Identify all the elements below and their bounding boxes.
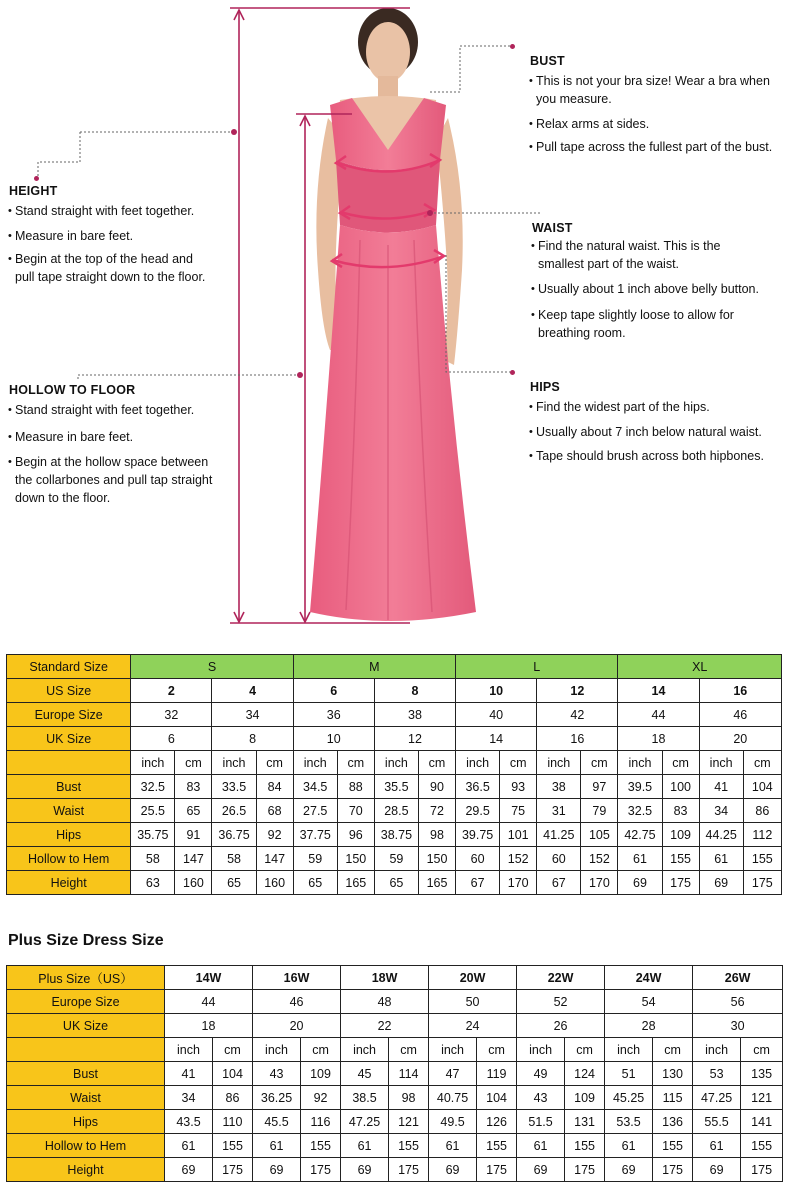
table-cell: inch (537, 751, 581, 775)
table-cell: cm (301, 1038, 341, 1062)
table-cell: 114 (389, 1062, 429, 1086)
table-cell: 4 (212, 679, 293, 703)
table-cell: 49 (517, 1062, 565, 1086)
table-cell: 155 (565, 1134, 605, 1158)
table-cell: 69 (618, 871, 662, 895)
table-cell: 84 (256, 775, 293, 799)
table-cell: inch (605, 1038, 653, 1062)
table-cell: 45.25 (605, 1086, 653, 1110)
table-cell: 32.5 (131, 775, 175, 799)
table-cell: 68 (256, 799, 293, 823)
table-cell: 58 (212, 847, 256, 871)
table-cell: 116 (301, 1110, 341, 1134)
size-group-xl: XL (618, 655, 782, 679)
table-cell: 18 (165, 1014, 253, 1038)
table-cell: 47.25 (693, 1086, 741, 1110)
table-cell: 52 (517, 990, 605, 1014)
table-cell: 69 (429, 1158, 477, 1182)
bust-dot (510, 44, 515, 49)
hips-bullet-2: • Usually about 7 inch below natural waist. (536, 423, 762, 441)
table-cell: 72 (418, 799, 455, 823)
table-cell: cm (653, 1038, 693, 1062)
table-cell: 69 (517, 1158, 565, 1182)
table-cell: 88 (337, 775, 374, 799)
table-cell: 31 (537, 799, 581, 823)
table-row (7, 727, 782, 751)
table-cell: 50 (429, 990, 517, 1014)
table-cell: 61 (699, 847, 743, 871)
table-cell: 51.5 (517, 1110, 565, 1134)
table-row (7, 703, 782, 727)
plus-size-label: Plus Size（US） (7, 966, 165, 990)
table-cell: 16 (699, 679, 781, 703)
table-cell: 160 (256, 871, 293, 895)
table-row (7, 775, 782, 799)
row-label-height: Height (7, 871, 131, 895)
table-cell: 61 (618, 847, 662, 871)
table-cell: 40 (456, 703, 537, 727)
table-cell: 175 (653, 1158, 693, 1182)
table-cell: 20 (699, 727, 781, 751)
table-cell: 175 (565, 1158, 605, 1182)
waist-bullet-1: • Find the natural waist. This is the smallest part of the waist. (538, 237, 721, 273)
table-cell: inch (131, 751, 175, 775)
row-label-us-size: US Size (7, 679, 131, 703)
table-row (7, 1086, 783, 1110)
table-cell: 61 (253, 1134, 301, 1158)
table-cell: 24 (429, 1014, 517, 1038)
table-cell: inch (374, 751, 418, 775)
table-cell: 91 (175, 823, 212, 847)
row-label-unit (7, 751, 131, 775)
table-cell: cm (418, 751, 455, 775)
table-cell: 38.5 (341, 1086, 389, 1110)
table-cell: 100 (662, 775, 699, 799)
table-cell: 35.5 (374, 775, 418, 799)
table-cell: 150 (337, 847, 374, 871)
table-cell: 135 (741, 1062, 783, 1086)
table-cell: 18 (618, 727, 699, 751)
table-cell: 36.75 (212, 823, 256, 847)
table-cell: 26.5 (212, 799, 256, 823)
table-cell: 44.25 (699, 823, 743, 847)
row-label-hips: Hips (7, 1110, 165, 1134)
table-cell: 165 (418, 871, 455, 895)
height-bullet-3: • Begin at the top of the head and pull tape straight down to the floor. (15, 250, 205, 286)
hips-bullet-3: • Tape should brush across both hipbones. (536, 447, 764, 465)
row-label-unit (7, 1038, 165, 1062)
table-cell: 35.75 (131, 823, 175, 847)
standard-size-label: Standard Size (7, 655, 131, 679)
row-label-hollow-to-hem: Hollow to Hem (7, 1134, 165, 1158)
bust-bullet-3: • Pull tape across the fullest part of the bust. (536, 138, 772, 156)
table-cell: 56 (693, 990, 783, 1014)
table-cell: 34.5 (293, 775, 337, 799)
table-cell: 98 (389, 1086, 429, 1110)
size-group-l: L (456, 655, 618, 679)
waist-heading: WAIST (532, 221, 573, 235)
table-header-row (7, 655, 782, 679)
table-cell: 170 (581, 871, 618, 895)
table-cell: 83 (175, 775, 212, 799)
table-cell: 69 (253, 1158, 301, 1182)
table-row (7, 1134, 783, 1158)
table-cell: 53.5 (605, 1110, 653, 1134)
table-cell: 33.5 (212, 775, 256, 799)
table-cell: 69 (699, 871, 743, 895)
table-cell: 75 (500, 799, 537, 823)
row-label-europe-size: Europe Size (7, 990, 165, 1014)
plus-size-22w: 22W (517, 966, 605, 990)
table-cell: 46 (699, 703, 781, 727)
table-cell: inch (253, 1038, 301, 1062)
table-cell: 14 (618, 679, 699, 703)
height-bullet-1: • Stand straight with feet together. (15, 202, 194, 220)
hollow-bullet-3: • Begin at the hollow space between the collarbones and pull tap straight down to the floor. (15, 453, 212, 507)
table-cell: inch (341, 1038, 389, 1062)
table-cell: 32 (131, 703, 212, 727)
row-label-uk-size: UK Size (7, 727, 131, 751)
table-cell: 101 (500, 823, 537, 847)
table-cell: 104 (213, 1062, 253, 1086)
table-cell: cm (581, 751, 618, 775)
table-cell: 109 (662, 823, 699, 847)
height-dot (34, 176, 39, 181)
row-label-waist: Waist (7, 1086, 165, 1110)
table-cell: 46 (253, 990, 341, 1014)
table-cell: 22 (341, 1014, 429, 1038)
table-cell: 126 (477, 1110, 517, 1134)
table-row (7, 847, 782, 871)
plus-size-table (6, 965, 783, 1182)
hollow-bullet-2: • Measure in bare feet. (15, 428, 133, 446)
table-cell: 34 (699, 799, 743, 823)
table-cell: 36 (293, 703, 374, 727)
table-cell: 69 (341, 1158, 389, 1182)
table-cell: 60 (456, 847, 500, 871)
table-cell: cm (213, 1038, 253, 1062)
table-cell: 175 (213, 1158, 253, 1182)
table-cell: 79 (581, 799, 618, 823)
table-cell: 155 (653, 1134, 693, 1158)
table-cell: 10 (293, 727, 374, 751)
plus-size-16w: 16W (253, 966, 341, 990)
model-figure (310, 8, 476, 621)
table-cell: 44 (165, 990, 253, 1014)
bust-heading: BUST (530, 54, 565, 68)
hollow-heading: HOLLOW TO FLOOR (9, 383, 136, 397)
table-cell: 105 (581, 823, 618, 847)
table-cell: 141 (741, 1110, 783, 1134)
table-cell: 12 (374, 727, 455, 751)
row-label-bust: Bust (7, 1062, 165, 1086)
table-cell: cm (741, 1038, 783, 1062)
table-cell: 92 (256, 823, 293, 847)
table-cell: cm (175, 751, 212, 775)
table-row (7, 679, 782, 703)
hollow-bullet-1: • Stand straight with feet together. (15, 401, 194, 419)
table-cell: 65 (374, 871, 418, 895)
table-cell: 8 (374, 679, 455, 703)
table-cell: 41 (699, 775, 743, 799)
table-cell: 165 (337, 871, 374, 895)
table-row (7, 990, 783, 1014)
table-cell: 130 (653, 1062, 693, 1086)
table-cell: 61 (605, 1134, 653, 1158)
table-cell: 155 (741, 1134, 783, 1158)
table-cell: 61 (517, 1134, 565, 1158)
table-cell: cm (256, 751, 293, 775)
table-cell: 49.5 (429, 1110, 477, 1134)
table-cell: inch (456, 751, 500, 775)
table-cell: 119 (477, 1062, 517, 1086)
standard-size-table (6, 654, 782, 895)
table-cell: 14 (456, 727, 537, 751)
table-cell: 155 (477, 1134, 517, 1158)
table-row (7, 1038, 783, 1062)
table-cell: 98 (418, 823, 455, 847)
table-cell: 155 (389, 1134, 429, 1158)
table-cell: 131 (565, 1110, 605, 1134)
table-cell: 25.5 (131, 799, 175, 823)
table-cell: 59 (374, 847, 418, 871)
table-cell: 44 (618, 703, 699, 727)
table-cell: 47 (429, 1062, 477, 1086)
table-header-row (7, 966, 783, 990)
table-cell: 42.75 (618, 823, 662, 847)
table-cell: 41 (165, 1062, 213, 1086)
table-cell: 121 (741, 1086, 783, 1110)
table-cell: 69 (165, 1158, 213, 1182)
table-cell: 175 (662, 871, 699, 895)
table-cell: 39.75 (456, 823, 500, 847)
size-group-s: S (131, 655, 293, 679)
table-cell: 147 (175, 847, 212, 871)
table-cell: 124 (565, 1062, 605, 1086)
hips-bullet-1: • Find the widest part of the hips. (536, 398, 710, 416)
table-cell: 34 (212, 703, 293, 727)
table-cell: cm (389, 1038, 429, 1062)
table-cell: 65 (175, 799, 212, 823)
table-cell: 69 (693, 1158, 741, 1182)
table-cell: cm (500, 751, 537, 775)
plus-size-14w: 14W (165, 966, 253, 990)
plus-size-18w: 18W (341, 966, 429, 990)
table-cell: inch (165, 1038, 213, 1062)
table-cell: 70 (337, 799, 374, 823)
table-cell: 53 (693, 1062, 741, 1086)
table-cell: 45 (341, 1062, 389, 1086)
table-row (7, 1158, 783, 1182)
height-heading: HEIGHT (9, 184, 58, 198)
table-cell: 61 (341, 1134, 389, 1158)
table-cell: inch (517, 1038, 565, 1062)
table-cell: 28.5 (374, 799, 418, 823)
table-cell: 30 (693, 1014, 783, 1038)
table-cell: 27.5 (293, 799, 337, 823)
table-cell: inch (212, 751, 256, 775)
table-cell: 12 (537, 679, 618, 703)
table-cell: 20 (253, 1014, 341, 1038)
table-cell: inch (293, 751, 337, 775)
table-row (7, 751, 782, 775)
table-cell: 58 (131, 847, 175, 871)
table-row (7, 799, 782, 823)
table-cell: 43 (517, 1086, 565, 1110)
table-cell: 136 (653, 1110, 693, 1134)
table-cell: 104 (477, 1086, 517, 1110)
table-cell: 86 (743, 799, 781, 823)
table-cell: 175 (741, 1158, 783, 1182)
size-group-m: M (293, 655, 455, 679)
table-cell: 26 (517, 1014, 605, 1038)
table-cell: 175 (389, 1158, 429, 1182)
row-label-hollow-to-hem: Hollow to Hem (7, 847, 131, 871)
table-cell: inch (429, 1038, 477, 1062)
table-cell: 16 (537, 727, 618, 751)
table-cell: 54 (605, 990, 693, 1014)
hips-heading: HIPS (530, 380, 560, 394)
table-cell: 36.25 (253, 1086, 301, 1110)
table-cell: 93 (500, 775, 537, 799)
table-cell: 155 (213, 1134, 253, 1158)
table-cell: 43.5 (165, 1110, 213, 1134)
table-row (7, 823, 782, 847)
table-cell: 32.5 (618, 799, 662, 823)
table-cell: 152 (581, 847, 618, 871)
table-cell: 65 (293, 871, 337, 895)
table-cell: 28 (605, 1014, 693, 1038)
table-cell: 155 (301, 1134, 341, 1158)
table-cell: cm (477, 1038, 517, 1062)
table-cell: cm (662, 751, 699, 775)
waist-bullet-2: • Usually about 1 inch above belly button. (538, 280, 759, 298)
table-cell: 109 (301, 1062, 341, 1086)
table-cell: 38 (537, 775, 581, 799)
table-cell: 37.75 (293, 823, 337, 847)
plus-size-title: Plus Size Dress Size (8, 932, 164, 949)
table-cell: 61 (429, 1134, 477, 1158)
table-cell: 115 (653, 1086, 693, 1110)
table-cell: 110 (213, 1110, 253, 1134)
row-label-hips: Hips (7, 823, 131, 847)
table-cell: 38 (374, 703, 455, 727)
table-cell: 42 (537, 703, 618, 727)
table-row (7, 1110, 783, 1134)
table-cell: 60 (537, 847, 581, 871)
table-cell: 170 (500, 871, 537, 895)
table-cell: 160 (175, 871, 212, 895)
table-cell: 175 (477, 1158, 517, 1182)
table-cell: 47.25 (341, 1110, 389, 1134)
table-cell: 40.75 (429, 1086, 477, 1110)
table-cell: 10 (456, 679, 537, 703)
table-cell: 61 (165, 1134, 213, 1158)
table-cell: 96 (337, 823, 374, 847)
table-cell: 109 (565, 1086, 605, 1110)
table-cell: 41.25 (537, 823, 581, 847)
table-cell: 104 (743, 775, 781, 799)
table-cell: 38.75 (374, 823, 418, 847)
table-cell: 2 (131, 679, 212, 703)
plus-size-20w: 20W (429, 966, 517, 990)
table-cell: 29.5 (456, 799, 500, 823)
table-cell: inch (618, 751, 662, 775)
table-cell: 61 (693, 1134, 741, 1158)
table-cell: inch (699, 751, 743, 775)
table-cell: cm (337, 751, 374, 775)
bust-bullet-1: • This is not your bra size! Wear a bra when you measure. (536, 72, 770, 108)
plus-size-24w: 24W (605, 966, 693, 990)
table-cell: 6 (293, 679, 374, 703)
table-cell: 39.5 (618, 775, 662, 799)
table-cell: 45.5 (253, 1110, 301, 1134)
height-bullet-2: • Measure in bare feet. (15, 227, 133, 245)
table-cell: 92 (301, 1086, 341, 1110)
row-label-waist: Waist (7, 799, 131, 823)
table-cell: 55.5 (693, 1110, 741, 1134)
table-row (7, 871, 782, 895)
bust-bullet-2: • Relax arms at sides. (536, 115, 649, 133)
table-cell: 65 (212, 871, 256, 895)
plus-size-26w: 26W (693, 966, 783, 990)
table-cell: 83 (662, 799, 699, 823)
table-cell: 34 (165, 1086, 213, 1110)
table-cell: 150 (418, 847, 455, 871)
table-cell: cm (565, 1038, 605, 1062)
table-cell: 86 (213, 1086, 253, 1110)
row-label-europe-size: Europe Size (7, 703, 131, 727)
waist-bullet-3: • Keep tape slightly loose to allow for breathing room. (538, 306, 734, 342)
table-cell: 152 (500, 847, 537, 871)
hips-dot (510, 370, 515, 375)
table-cell: 90 (418, 775, 455, 799)
table-cell: 48 (341, 990, 429, 1014)
table-cell: 51 (605, 1062, 653, 1086)
table-cell: cm (743, 751, 781, 775)
table-cell: 6 (131, 727, 212, 751)
table-cell: 155 (743, 847, 781, 871)
table-cell: 8 (212, 727, 293, 751)
table-cell: 36.5 (456, 775, 500, 799)
table-cell: 63 (131, 871, 175, 895)
row-label-height: Height (7, 1158, 165, 1182)
table-cell: 112 (743, 823, 781, 847)
table-cell: inch (693, 1038, 741, 1062)
table-cell: 175 (743, 871, 781, 895)
table-cell: 147 (256, 847, 293, 871)
row-label-uk-size: UK Size (7, 1014, 165, 1038)
table-cell: 69 (605, 1158, 653, 1182)
table-cell: 175 (301, 1158, 341, 1182)
row-label-bust: Bust (7, 775, 131, 799)
table-cell: 97 (581, 775, 618, 799)
table-cell: 59 (293, 847, 337, 871)
table-cell: 121 (389, 1110, 429, 1134)
table-cell: 67 (456, 871, 500, 895)
table-cell: 155 (662, 847, 699, 871)
table-cell: 43 (253, 1062, 301, 1086)
table-row (7, 1062, 783, 1086)
table-cell: 67 (537, 871, 581, 895)
table-row (7, 1014, 783, 1038)
